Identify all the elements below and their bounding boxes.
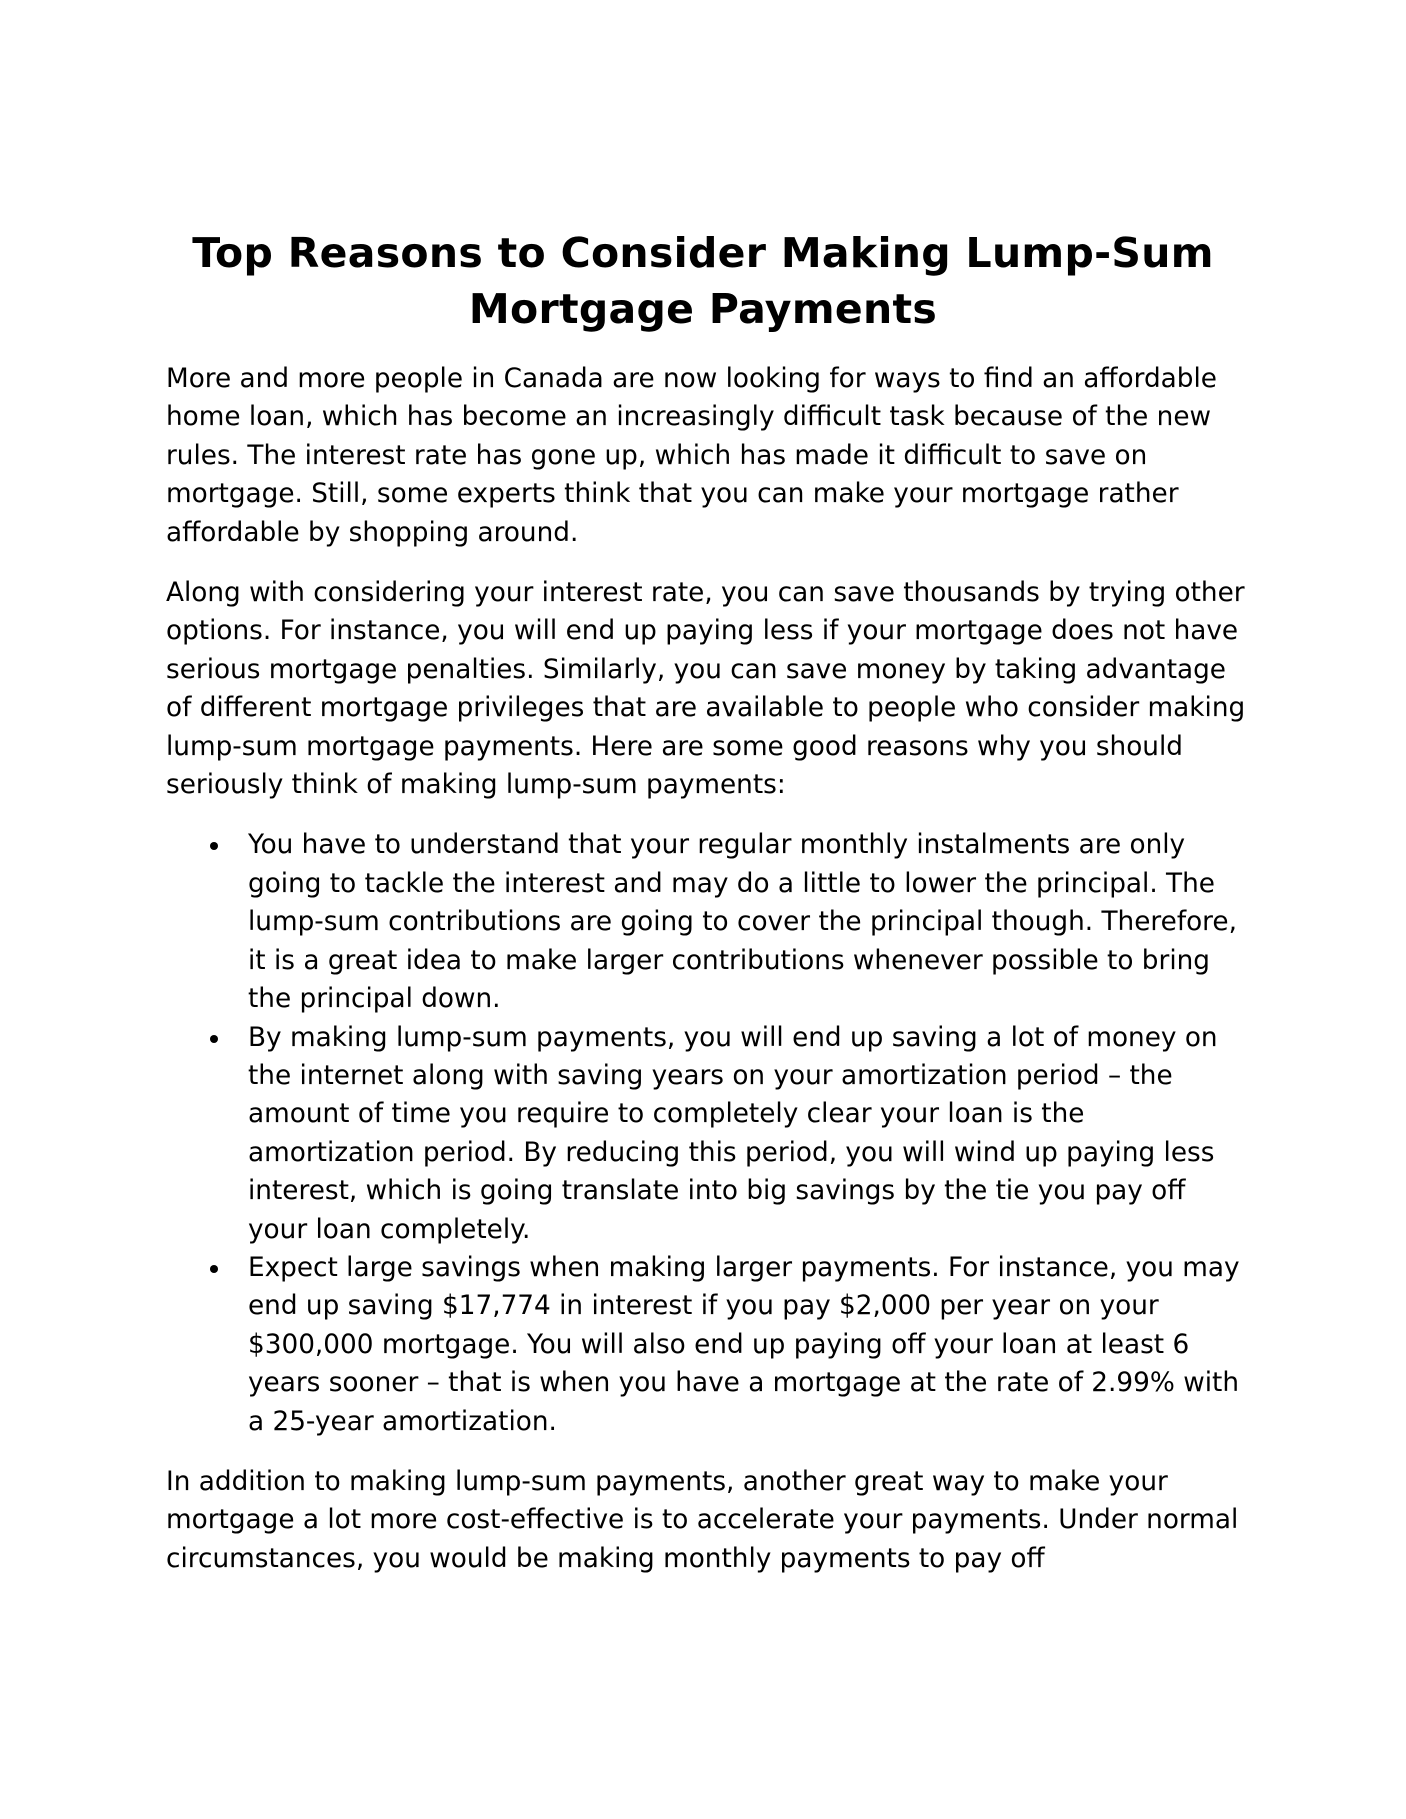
bullet-icon: [210, 1035, 218, 1043]
document-body: [166, 360, 1246, 1600]
list-item: [166, 1019, 1246, 1249]
list-item-text: By making lump-sum payments, you will end up saving a lot of money on the internet along with saving years on your amortization period – the amount of time you require to completely clear your loan is the amortization period. By reducing this period, you will wind up paying less interest, which is going translate into big savings by the tie you pay off your loan completely.: [248, 1022, 1218, 1245]
list-item-text: You have to understand that your regular monthly instalments are only going to tackle the interest and may do a little to lower the principal. The lump-sum contributions are going to cover the principal though. Therefore, it is a great idea to make larger contributions whenever possible to bring the principal down.: [248, 830, 1237, 1015]
closing-paragraph: In addition to making lump-sum payments, another great way to make your mortgage a lot more cost-effective is to accelerate your payments. Under normal circumstances, you would be making monthly payments to pay off: [166, 1466, 1239, 1574]
list-item: [166, 826, 1246, 1018]
intro-paragraph: More and more people in Canada are now looking for ways to find an affordable home loan, which has become an increasingly difficult task because of the new rules. The interest rate has gone up, which has made it difficult to save on mortgage. Still, some experts think that you can make your mortgage rather affordable by shopping around.: [166, 364, 1217, 548]
reasons-list: [166, 826, 1246, 1441]
list-item: [166, 1249, 1246, 1441]
list-item-text: Expect large savings when making larger payments. For instance, you may end up saving $17,774 in interest if you pay $2,000 per year on your $300,000 mortgage. You will also end up paying off your loan at least 6 years sooner – that is when you have a mortgage at the rate of 2.99% with a 25-year amortization.: [248, 1252, 1240, 1437]
bullet-icon: [210, 842, 218, 850]
bullet-icon: [210, 1265, 218, 1273]
document-title: Top Reasons to Consider Making Lump-Sum Mortgage Payments: [192, 229, 1214, 333]
options-paragraph: Along with considering your interest rate, you can save thousands by trying other options. For instance, you will end up paying less if your mortgage does not have serious mortgage penalties. Similarly, you can save money by taking advantage of different mortgage privileges that are available to people who consider making lump-sum mortgage payments. Here are some good reasons why you should seriously think of making lump-sum payments:: [166, 578, 1246, 801]
